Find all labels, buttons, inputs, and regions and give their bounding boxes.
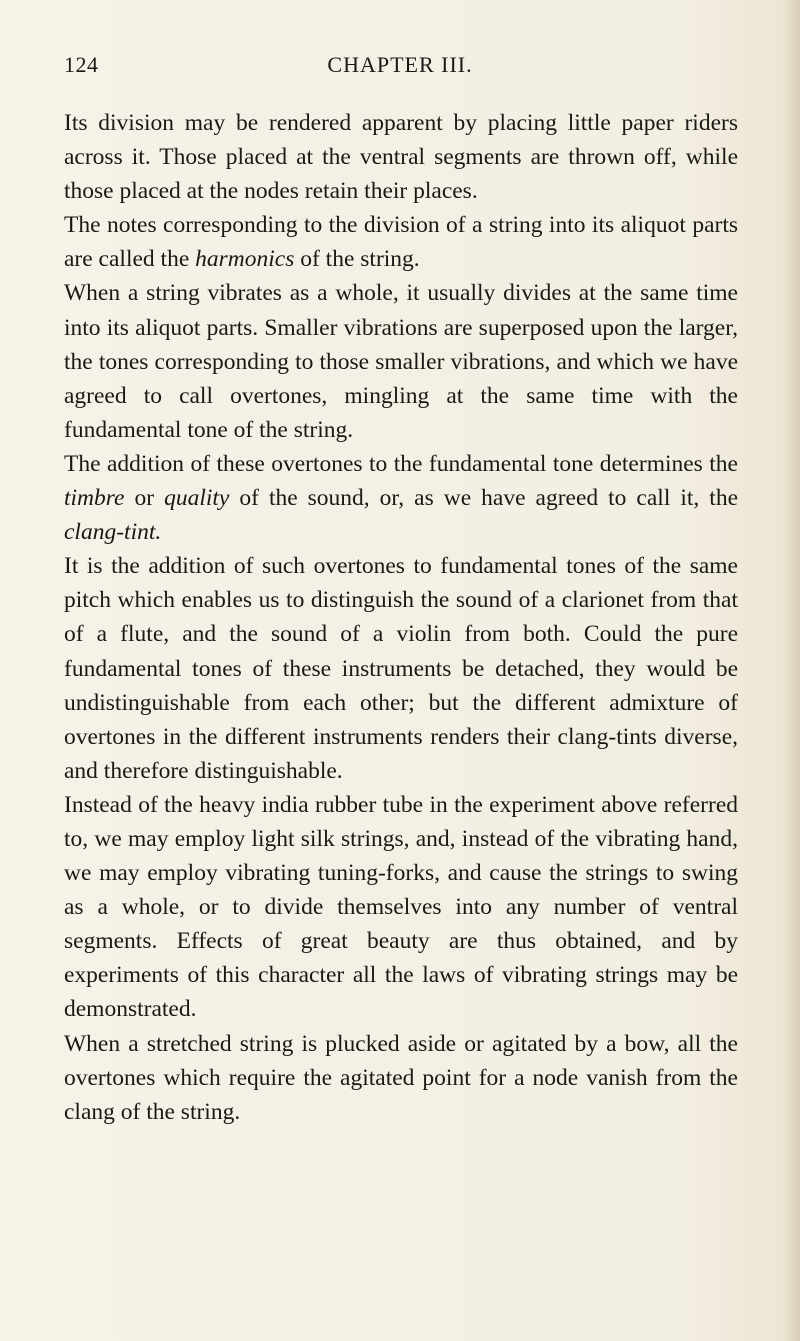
paragraph xyxy=(64,447,738,549)
chapter-heading: CHAPTER III. xyxy=(327,52,473,77)
text-run: When a stretched string is plucked aside or agitated by a bow, all the overtones which require the agitated point for a node vanish from the clang of the string. xyxy=(64,1030,738,1125)
paragraph xyxy=(64,276,738,446)
paragraph xyxy=(64,208,738,276)
text-run: The addition of these overtones to the fundamental tone determines the xyxy=(64,450,738,477)
text-run: or xyxy=(124,485,165,512)
italic-term: clang-tint. xyxy=(64,519,162,546)
text-run: Its division may be rendered apparent by placing little paper riders across it. Those placed at the ventral segments are thrown off, while those placed at the nodes retain their places. xyxy=(64,110,738,205)
paragraph xyxy=(64,1027,738,1129)
running-head xyxy=(64,52,736,82)
page-edge-shadow xyxy=(782,0,800,1341)
italic-term: quality xyxy=(164,485,230,512)
text-run: Instead of the heavy india rubber tube in the experiment above referred to, we may employ light silk strings, and, instead of the vibrating hand, we may employ vibrating tuning-forks, and cause the strings to swing as a whole, or to divide themselves into any number of ventral segments. Effects of great beauty are thus obtained, and by experiments of this character all the laws of vibrating strings may be demonstrated. xyxy=(64,791,738,1023)
page-number: 124 xyxy=(64,52,99,77)
text-run: The notes corresponding to the division of a string into its aliquot parts are called the xyxy=(64,212,738,273)
paragraph xyxy=(64,106,738,208)
italic-term: timbre xyxy=(64,485,125,512)
text-run: of the sound, or, as we have agreed to call it, the xyxy=(229,485,738,512)
paragraph xyxy=(64,788,738,1027)
text-run: of the string. xyxy=(294,246,420,273)
text-run: It is the addition of such overtones to fundamental tones of the same pitch which enables us to distinguish the sound of a clarionet from that of a flute, and the sound of a violin from both. Could the pure fundamental tones of these instruments be detached, they would be undistinguishable from each other; but the different admixture of overtones in the different instruments renders their clang-tints diverse, and therefore distinguishable. xyxy=(64,553,738,784)
paragraph xyxy=(64,549,738,788)
text-run: When a string vibrates as a whole, it usually divides at the same time into its aliquot parts. Smaller vibrations are superposed upon the larger, the tones corresponding to those smaller vibrations, and which we have agreed to call overtones, mingling at the same time with the fundamental tone of the string. xyxy=(64,280,738,443)
italic-term: harmonics xyxy=(195,246,295,273)
body-text xyxy=(64,106,738,1129)
